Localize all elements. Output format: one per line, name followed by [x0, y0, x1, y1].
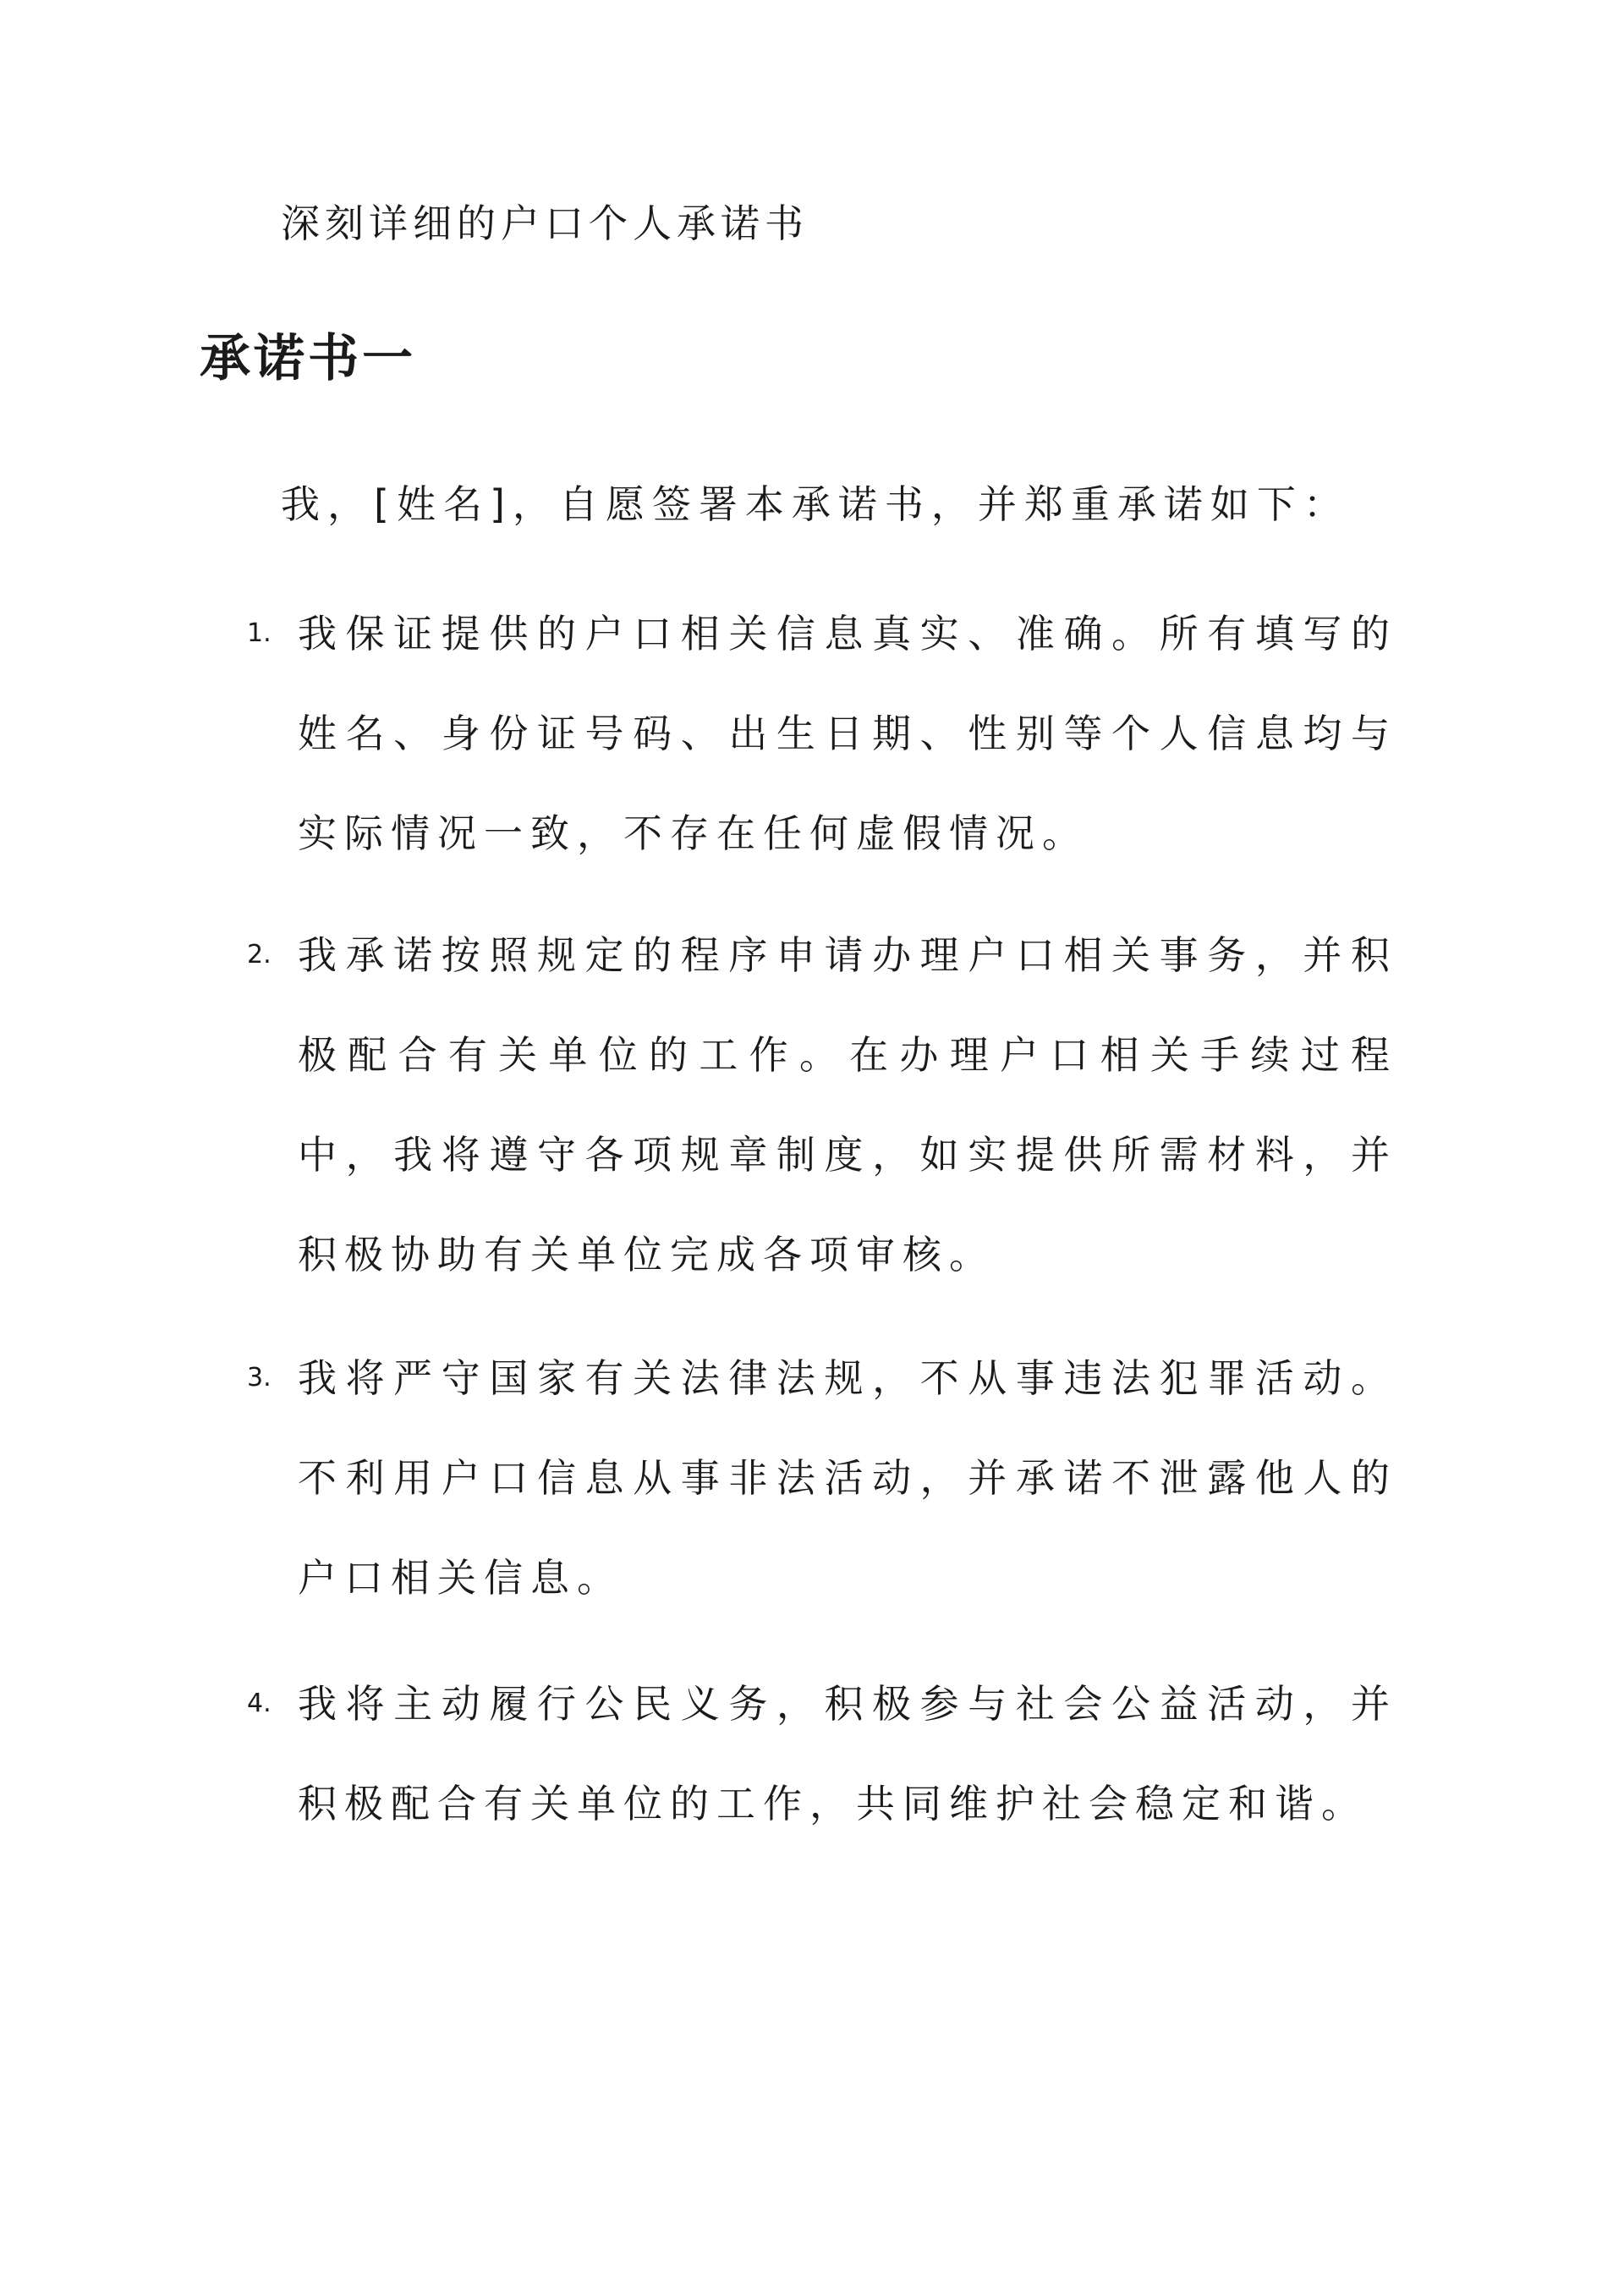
intro-paragraph: 我，[姓名]，自愿签署本承诺书，并郑重承诺如下：	[281, 481, 1350, 527]
list-item-text: 我将严守国家有关法律法规，不从事违法犯罪活动。不利用户口信息从事非法活动，并承诺不泄露他人的户口相关信息。	[298, 1355, 1397, 1601]
list-item-number: 4.	[247, 1689, 272, 1718]
list-item-text: 我保证提供的户口相关信息真实、准确。所有填写的姓名、身份证号码、出生日期、性别等个人信息均与实际情况一致，不存在任何虚假情况。	[298, 611, 1397, 856]
section-heading: 承诺书一	[200, 329, 416, 388]
list-item-number: 2.	[247, 940, 272, 969]
list-item-text: 我将主动履行公民义务，积极参与社会公益活动，并积极配合有关单位的工作，共同维护社会稳定和谐。	[298, 1681, 1397, 1826]
document-title: 深刻详细的户口个人承诺书	[281, 200, 809, 246]
list-item-number: 1.	[247, 618, 272, 648]
list-item-text: 我承诺按照规定的程序申请办理户口相关事务，并积极配合有关单位的工作。在办理户口相关手续过程中，我将遵守各项规章制度，如实提供所需材料，并积极协助有关单位完成各项审核。	[298, 932, 1397, 1277]
list-item-number: 3.	[247, 1363, 272, 1392]
